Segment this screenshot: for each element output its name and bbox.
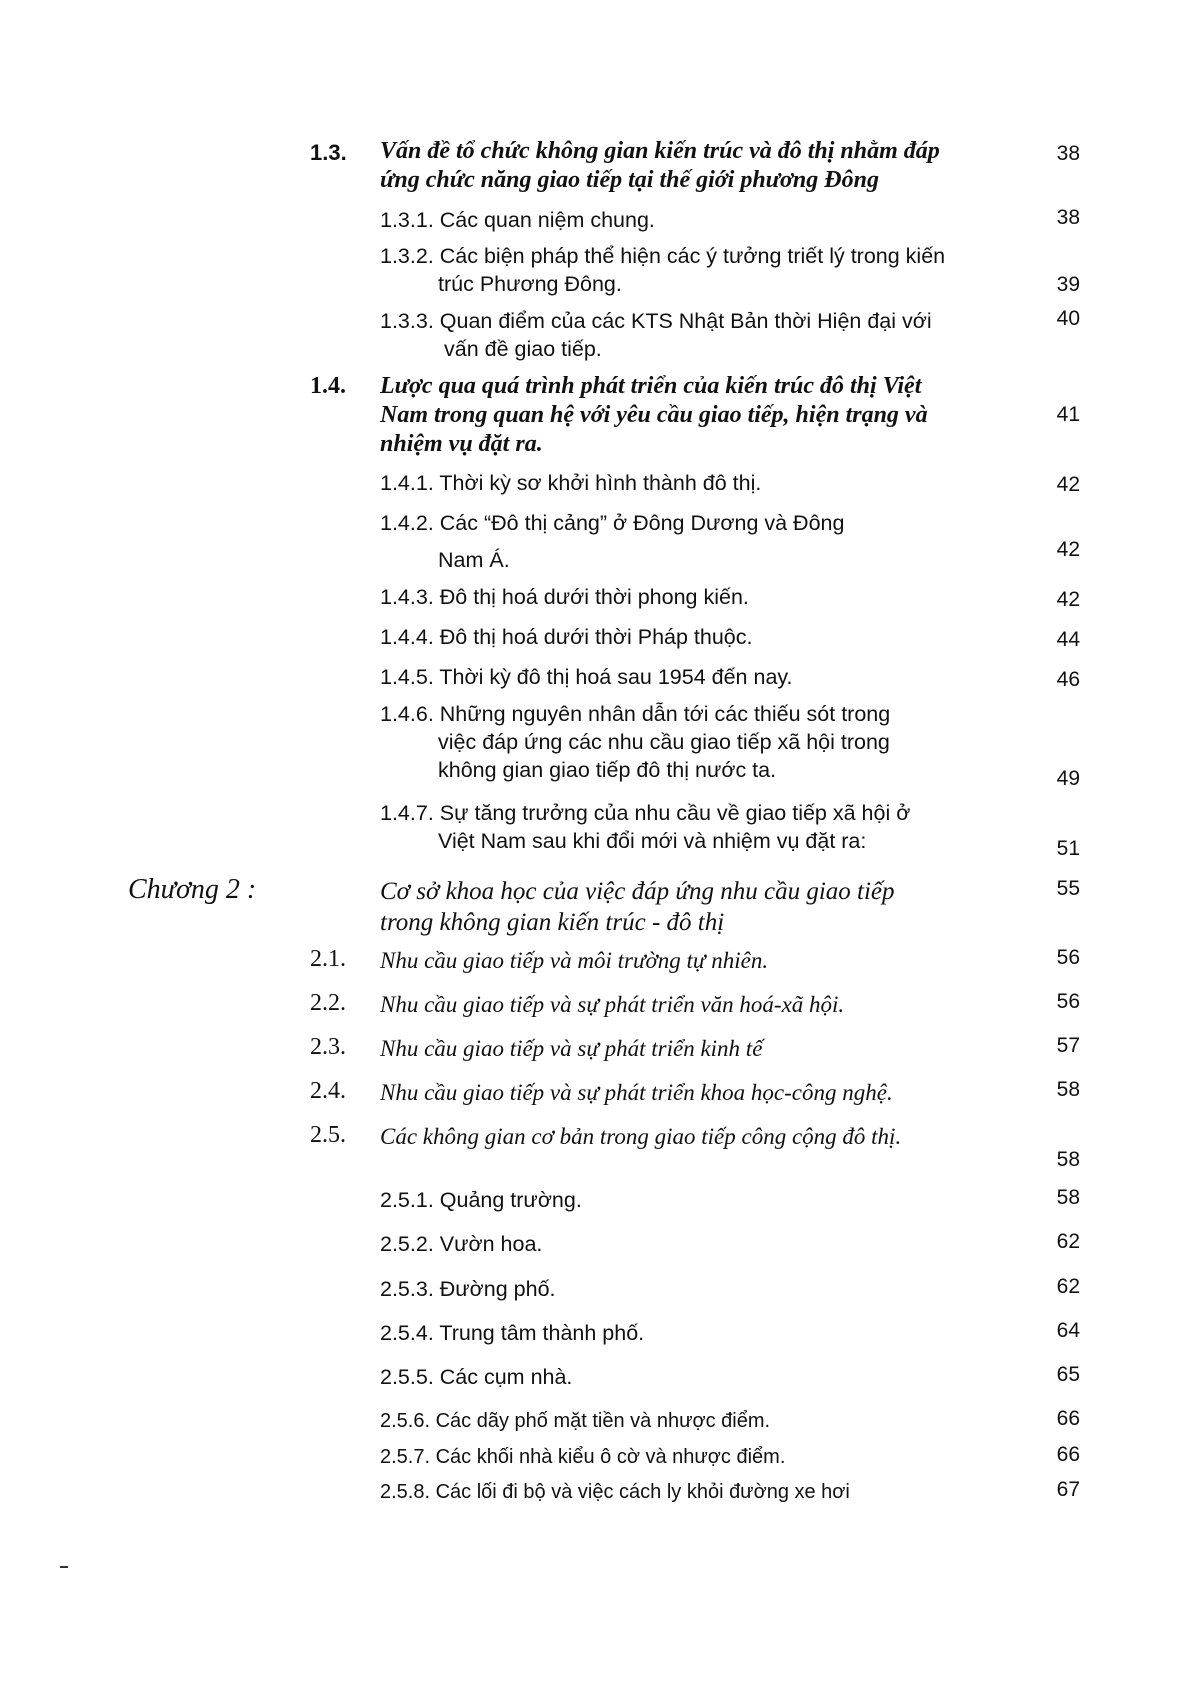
section-number: 2.1. [310, 946, 346, 972]
title-line: Vấn đề tổ chức không gian kiến trúc và đô thị nhằm đáp [380, 138, 940, 164]
section-number: 2.2. [310, 990, 346, 1016]
page-number: 38 [1056, 142, 1080, 165]
page-number: 66 [1056, 1407, 1080, 1430]
page-number: 66 [1056, 1443, 1080, 1466]
page-number: 42 [1056, 473, 1080, 496]
page-number: 49 [1056, 767, 1080, 790]
page-number: 62 [1056, 1230, 1080, 1253]
title-line: Cơ sở khoa học của việc đáp ứng nhu cầu giao tiếp [380, 878, 895, 905]
section-title [380, 137, 1008, 195]
subsection-cont: vấn đề giao tiếp. [444, 337, 602, 361]
subsection: 2.5.2. Vườn hoa. [380, 1232, 543, 1256]
page-number: 39 [1056, 273, 1080, 296]
title-line: trong không gian kiến trúc - đô thị [380, 909, 725, 936]
subsection-cont: Việt Nam sau khi đổi mới và nhiệm vụ đặt ra: [438, 829, 867, 853]
section-title: Nhu cầu giao tiếp và môi trường tự nhiên. [380, 948, 769, 973]
subsection-cont: không gian giao tiếp đô thị nước ta. [438, 758, 777, 782]
subsection-line: 1.4.7. Sự tăng trưởng của nhu cầu về giao tiếp xã hội ở [380, 801, 911, 825]
page-number: 58 [1056, 1186, 1080, 1209]
subsection: 2.5.4. Trung tâm thành phố. [380, 1321, 645, 1345]
section-number: 1.4. [310, 373, 346, 399]
chapter-label: Chương 2 : [128, 874, 257, 905]
page-number: 58 [1056, 1078, 1080, 1101]
page-number: 40 [1056, 307, 1080, 330]
page-number: 57 [1056, 1034, 1080, 1057]
subsection: 1.4.4. Đô thị hoá dưới thời Pháp thuộc. [380, 625, 753, 649]
page-number: 64 [1056, 1319, 1080, 1342]
section-number: 2.3. [310, 1034, 346, 1060]
chapter-title [380, 876, 1008, 938]
subsection: 1.4.5. Thời kỳ đô thị hoá sau 1954 đến nay. [380, 665, 793, 689]
section-title: Nhu cầu giao tiếp và sự phát triển khoa học-công nghệ. [380, 1080, 893, 1105]
subsection: 1.4.1. Thời kỳ sơ khởi hình thành đô thị. [380, 471, 762, 495]
page-number: 55 [1056, 877, 1080, 900]
title-line: ứng chức năng giao tiếp tại thế giới phương Đông [380, 167, 879, 193]
page-number: 46 [1056, 668, 1080, 691]
page-number: 56 [1056, 946, 1080, 969]
subsection: 2.5.1. Quảng trường. [380, 1188, 582, 1212]
subsection: 2.5.6. Các dãy phố mặt tiền và nhược điểm. [380, 1410, 771, 1432]
page-number: 42 [1056, 538, 1080, 561]
section-number: 2.5. [310, 1122, 346, 1148]
subsection: 1.4.3. Đô thị hoá dưới thời phong kiến. [380, 585, 749, 609]
page-number: 41 [1056, 403, 1080, 426]
title-line: nhiệm vụ đặt ra. [380, 431, 543, 457]
page-number: 38 [1056, 206, 1080, 229]
page-number: 62 [1056, 1275, 1080, 1298]
subsection: 1.3.1. Các quan niệm chung. [380, 208, 655, 232]
subsection [380, 509, 1020, 574]
section-number: 2.4. [310, 1078, 346, 1104]
subsection: 2.5.5. Các cụm nhà. [380, 1365, 573, 1389]
scan-mark [60, 1566, 68, 1568]
subsection [380, 307, 1020, 363]
page-number: 42 [1056, 588, 1080, 611]
subsection-cont: trúc Phương Đông. [438, 272, 622, 296]
subsection-line: 1.4.6. Những nguyên nhân dẫn tới các thiếu sót trong [380, 702, 891, 726]
title-line: Nam trong quan hệ với yêu cầu giao tiếp, hiện trạng và [380, 402, 928, 428]
page-number: 56 [1056, 990, 1080, 1013]
subsection [380, 242, 1020, 298]
page-number: 51 [1056, 837, 1080, 860]
subsection [380, 799, 1020, 855]
page-number: 67 [1056, 1478, 1080, 1501]
page-number: 65 [1056, 1363, 1080, 1386]
subsection-line: 1.3.2. Các biện pháp thể hiện các ý tưởng triết lý trong kiến [380, 244, 946, 268]
section-title: Nhu cầu giao tiếp và sự phát triển văn hoá-xã hội. [380, 992, 845, 1017]
subsection: 2.5.7. Các khối nhà kiểu ô cờ và nhược điểm. [380, 1446, 786, 1468]
subsection-cont: việc đáp ứng các nhu cầu giao tiếp xã hội trong [438, 730, 890, 754]
title-line: Lược qua quá trình phát triển của kiến trúc đô thị Việt [380, 373, 922, 399]
subsection-line: 1.4.2. Các “Đô thị cảng” ở Đông Dương và Đông [380, 511, 845, 535]
subsection: 2.5.3. Đường phố. [380, 1277, 556, 1301]
section-number: 1.3. [310, 140, 347, 165]
page-number: 44 [1056, 628, 1080, 651]
section-title: Nhu cầu giao tiếp và sự phát triển kinh tế [380, 1036, 763, 1061]
page-number: 58 [1056, 1148, 1080, 1171]
section-title [380, 372, 1008, 459]
subsection-cont: Nam Á. [438, 548, 510, 572]
subsection: 2.5.8. Các lối đi bộ và việc cách ly khỏi đường xe hơi [380, 1481, 850, 1503]
section-title: Các không gian cơ bản trong giao tiếp công cộng đô thị. [380, 1124, 902, 1149]
subsection-line: 1.3.3. Quan điểm của các KTS Nhật Bản thời Hiện đại với [380, 309, 932, 333]
subsection [380, 700, 1020, 784]
